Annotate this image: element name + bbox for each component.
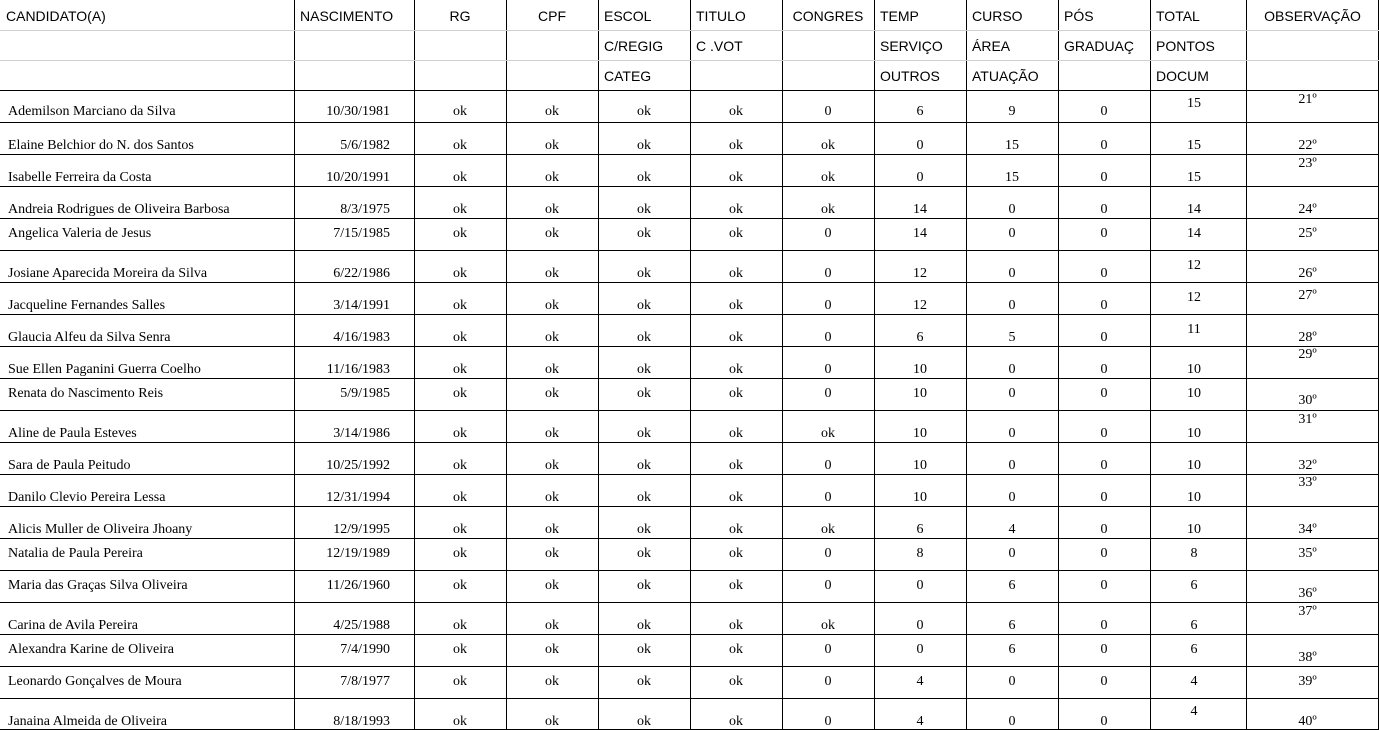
candidate-name-cell[interactable]: Renata do Nascimento Reis: [8, 386, 164, 401]
table-cell-pos[interactable]: 0: [1100, 426, 1108, 441]
table-cell-titulo[interactable]: ok: [729, 426, 743, 441]
header-cell-congres[interactable]: CONGRES: [792, 8, 864, 24]
table-cell-congres[interactable]: ok: [821, 202, 835, 217]
table-cell-total[interactable]: 10: [1187, 522, 1201, 537]
table-cell-titulo[interactable]: ok: [729, 490, 743, 505]
table-cell-temp[interactable]: 8: [916, 546, 924, 561]
table-cell-pos[interactable]: 0: [1100, 330, 1108, 345]
candidate-name-cell[interactable]: Angelica Valeria de Jesus: [8, 226, 152, 241]
table-cell-pos[interactable]: 0: [1100, 674, 1108, 689]
table-cell-pos[interactable]: 0: [1100, 386, 1108, 401]
table-cell-titulo[interactable]: ok: [729, 674, 743, 689]
table-cell-pos[interactable]: 0: [1100, 138, 1108, 153]
candidate-name-cell[interactable]: Ademilson Marciano da Silva: [8, 104, 176, 119]
table-cell-pos[interactable]: 0: [1100, 104, 1108, 119]
candidate-name-cell[interactable]: Sue Ellen Paganini Guerra Coelho: [8, 362, 201, 377]
table-cell-temp[interactable]: 14: [913, 226, 927, 241]
table-cell-birth[interactable]: 12/31/1994: [326, 490, 390, 505]
table-cell-titulo[interactable]: ok: [729, 362, 743, 377]
table-cell-escol[interactable]: ok: [637, 386, 651, 401]
table-cell-obs[interactable]: 32º: [1298, 458, 1317, 473]
table-cell-congres[interactable]: ok: [821, 618, 835, 633]
table-cell-rg[interactable]: ok: [453, 642, 467, 657]
table-cell-escol[interactable]: ok: [637, 714, 651, 729]
table-cell-titulo[interactable]: ok: [729, 578, 743, 593]
table-cell-titulo[interactable]: ok: [729, 226, 743, 241]
table-cell-temp[interactable]: 12: [913, 266, 927, 281]
table-cell-pos[interactable]: 0: [1100, 226, 1108, 241]
table-cell-total[interactable]: 15: [1187, 96, 1201, 111]
table-cell-titulo[interactable]: ok: [729, 138, 743, 153]
table-cell-curso[interactable]: 0: [1008, 714, 1016, 729]
grid-hline: [0, 378, 1379, 379]
table-cell-total[interactable]: 8: [1190, 546, 1198, 561]
table-cell-cpf[interactable]: ok: [545, 642, 559, 657]
table-cell-curso[interactable]: 0: [1008, 546, 1016, 561]
table-cell-rg[interactable]: ok: [453, 674, 467, 689]
grid-hline: [0, 506, 1379, 507]
table-cell-total[interactable]: 6: [1190, 642, 1198, 657]
table-cell-congres[interactable]: ok: [821, 522, 835, 537]
grid-hline: [0, 122, 1379, 123]
table-cell-congres[interactable]: 0: [824, 330, 832, 345]
table-cell-temp[interactable]: 0: [916, 170, 924, 185]
table-cell-obs[interactable]: 38º: [1298, 650, 1317, 665]
table-cell-total[interactable]: 14: [1187, 226, 1201, 241]
table-cell-pos[interactable]: 0: [1100, 298, 1108, 313]
table-cell-rg[interactable]: ok: [453, 104, 467, 119]
table-cell-escol[interactable]: ok: [637, 618, 651, 633]
grid-hline: [0, 346, 1379, 347]
table-cell-curso[interactable]: 0: [1008, 490, 1016, 505]
table-cell-pos[interactable]: 0: [1100, 618, 1108, 633]
grid-hline: [0, 442, 1379, 443]
table-cell-cpf[interactable]: ok: [545, 330, 559, 345]
table-cell-obs[interactable]: 30º: [1298, 393, 1317, 408]
table-cell-total[interactable]: 10: [1187, 458, 1201, 473]
table-cell-obs[interactable]: 26º: [1298, 266, 1317, 281]
table-cell-obs[interactable]: 35º: [1298, 546, 1317, 561]
table-cell-curso[interactable]: 15: [1005, 138, 1019, 153]
table-cell-obs[interactable]: 36º: [1298, 586, 1317, 601]
header-cell-curso[interactable]: ÁREA: [972, 38, 1011, 54]
table-cell-birth[interactable]: 8/3/1975: [340, 202, 390, 217]
table-cell-rg[interactable]: ok: [453, 426, 467, 441]
candidate-name-cell[interactable]: Elaine Belchior do N. dos Santos: [8, 138, 194, 153]
table-cell-escol[interactable]: ok: [637, 426, 651, 441]
table-cell-rg[interactable]: ok: [453, 546, 467, 561]
table-cell-escol[interactable]: ok: [637, 674, 651, 689]
header-cell-total[interactable]: PONTOS: [1156, 38, 1215, 54]
table-cell-curso[interactable]: 0: [1008, 226, 1016, 241]
candidate-name-cell[interactable]: Andreia Rodrigues de Oliveira Barbosa: [8, 202, 230, 217]
table-cell-curso[interactable]: 0: [1008, 362, 1016, 377]
header-cell-total[interactable]: DOCUM: [1156, 68, 1209, 84]
table-cell-temp[interactable]: 10: [913, 386, 927, 401]
table-cell-total[interactable]: 12: [1187, 258, 1201, 273]
table-cell-rg[interactable]: ok: [453, 266, 467, 281]
table-cell-congres[interactable]: 0: [824, 674, 832, 689]
grid-hline: [0, 30, 1379, 31]
header-cell-total[interactable]: TOTAL: [1156, 8, 1200, 24]
table-cell-escol[interactable]: ok: [637, 578, 651, 593]
table-cell-birth[interactable]: 10/25/1992: [326, 458, 390, 473]
table-cell-temp[interactable]: 0: [916, 138, 924, 153]
header-cell-candidato[interactable]: CANDIDATO(A): [6, 8, 106, 24]
table-cell-pos[interactable]: 0: [1100, 578, 1108, 593]
table-cell-obs[interactable]: 31º: [1298, 412, 1317, 427]
grid-hline: [0, 60, 1379, 61]
table-cell-escol[interactable]: ok: [637, 298, 651, 313]
table-cell-pos[interactable]: 0: [1100, 714, 1108, 729]
table-cell-rg[interactable]: ok: [453, 714, 467, 729]
table-cell-congres[interactable]: 0: [824, 490, 832, 505]
table-cell-obs[interactable]: 40º: [1298, 714, 1317, 729]
table-cell-temp[interactable]: 6: [916, 104, 924, 119]
table-cell-congres[interactable]: 0: [824, 642, 832, 657]
table-cell-titulo[interactable]: ok: [729, 170, 743, 185]
table-cell-curso[interactable]: 5: [1008, 330, 1016, 345]
candidate-name-cell[interactable]: Aline de Paula Esteves: [8, 426, 137, 441]
table-cell-cpf[interactable]: ok: [545, 298, 559, 313]
table-cell-total[interactable]: 6: [1190, 578, 1198, 593]
table-cell-congres[interactable]: 0: [824, 578, 832, 593]
grid-hline: [0, 698, 1379, 699]
table-cell-birth[interactable]: 11/26/1960: [326, 578, 390, 593]
header-cell-temp[interactable]: TEMP: [880, 8, 919, 24]
table-cell-curso[interactable]: 6: [1008, 642, 1016, 657]
grid-hline: [0, 538, 1379, 539]
table-cell-congres[interactable]: 0: [824, 226, 832, 241]
table-cell-escol[interactable]: ok: [637, 362, 651, 377]
candidate-name-cell[interactable]: Leonardo Gonçalves de Moura: [8, 674, 182, 689]
table-cell-total[interactable]: 10: [1187, 426, 1201, 441]
header-cell-escol[interactable]: ESCOL: [604, 8, 652, 24]
grid-hline: [0, 90, 1379, 91]
table-cell-titulo[interactable]: ok: [729, 330, 743, 345]
table-cell-escol[interactable]: ok: [637, 170, 651, 185]
grid-hline: [0, 602, 1379, 603]
grid-hline: [0, 410, 1379, 411]
header-cell-nascimento[interactable]: NASCIMENTO: [300, 8, 394, 24]
header-cell-cpf[interactable]: CPF: [538, 8, 566, 24]
table-cell-birth[interactable]: 5/6/1982: [340, 138, 390, 153]
header-cell-pos[interactable]: GRADUAÇ: [1064, 38, 1135, 54]
table-cell-total[interactable]: 4: [1190, 674, 1198, 689]
table-cell-pos[interactable]: 0: [1100, 458, 1108, 473]
table-cell-congres[interactable]: 0: [824, 266, 832, 281]
table-cell-congres[interactable]: 0: [824, 546, 832, 561]
header-cell-escol[interactable]: CATEG: [604, 68, 652, 84]
grid-vline: [1246, 0, 1247, 730]
table-cell-total[interactable]: 15: [1187, 170, 1201, 185]
table-cell-obs[interactable]: 39º: [1298, 674, 1317, 689]
table-cell-curso[interactable]: 9: [1008, 104, 1016, 119]
table-cell-titulo[interactable]: ok: [729, 104, 743, 119]
table-cell-temp[interactable]: 0: [916, 618, 924, 633]
table-cell-temp[interactable]: 0: [916, 578, 924, 593]
table-cell-curso[interactable]: 0: [1008, 202, 1016, 217]
header-cell-titulo[interactable]: TITULO: [696, 8, 746, 24]
table-cell-rg[interactable]: ok: [453, 226, 467, 241]
table-cell-rg[interactable]: ok: [453, 362, 467, 377]
table-cell-cpf[interactable]: ok: [545, 618, 559, 633]
candidate-name-cell[interactable]: Sara de Paula Peitudo: [8, 458, 131, 473]
table-cell-obs[interactable]: 29º: [1298, 347, 1317, 362]
table-cell-congres[interactable]: ok: [821, 138, 835, 153]
header-cell-obs[interactable]: OBSERVAÇÃO: [1264, 8, 1361, 24]
table-cell-cpf[interactable]: ok: [545, 386, 559, 401]
table-cell-birth[interactable]: 10/20/1991: [326, 170, 390, 185]
table-cell-titulo[interactable]: ok: [729, 266, 743, 281]
table-cell-titulo[interactable]: ok: [729, 522, 743, 537]
table-cell-birth[interactable]: 12/19/1989: [326, 546, 390, 561]
table-cell-cpf[interactable]: ok: [545, 104, 559, 119]
table-cell-curso[interactable]: 0: [1008, 386, 1016, 401]
table-cell-total[interactable]: 12: [1187, 290, 1201, 305]
table-cell-cpf[interactable]: ok: [545, 674, 559, 689]
table-cell-obs[interactable]: 27º: [1298, 288, 1317, 303]
table-cell-birth[interactable]: 7/4/1990: [340, 642, 390, 657]
table-cell-titulo[interactable]: ok: [729, 458, 743, 473]
candidate-name-cell[interactable]: Carina de Avila Pereira: [8, 618, 138, 633]
table-cell-escol[interactable]: ok: [637, 330, 651, 345]
candidate-name-cell[interactable]: Alicis Muller de Oliveira Jhoany: [8, 522, 193, 537]
table-cell-escol[interactable]: ok: [637, 226, 651, 241]
table-cell-escol[interactable]: ok: [637, 490, 651, 505]
table-cell-total[interactable]: 14: [1187, 202, 1201, 217]
grid-hline: [0, 314, 1379, 315]
header-cell-rg[interactable]: RG: [449, 8, 471, 24]
table-cell-birth[interactable]: 5/9/1985: [340, 386, 390, 401]
candidate-name-cell[interactable]: Danilo Clevio Pereira Lessa: [8, 490, 166, 505]
table-cell-escol[interactable]: ok: [637, 104, 651, 119]
table-cell-total[interactable]: 10: [1187, 490, 1201, 505]
table-cell-pos[interactable]: 0: [1100, 266, 1108, 281]
table-cell-pos[interactable]: 0: [1100, 546, 1108, 561]
table-cell-cpf[interactable]: ok: [545, 546, 559, 561]
table-cell-cpf[interactable]: ok: [545, 138, 559, 153]
table-cell-birth[interactable]: 8/18/1993: [333, 714, 390, 729]
grid-hline: [0, 186, 1379, 187]
table-cell-temp[interactable]: 10: [913, 490, 927, 505]
table-cell-temp[interactable]: 12: [913, 298, 927, 313]
header-cell-temp[interactable]: OUTROS: [880, 68, 940, 84]
table-cell-temp[interactable]: 10: [913, 362, 927, 377]
table-cell-titulo[interactable]: ok: [729, 546, 743, 561]
grid-hline: [0, 218, 1379, 219]
header-cell-pos[interactable]: PÓS: [1064, 8, 1094, 24]
table-cell-obs[interactable]: 23º: [1298, 156, 1317, 171]
table-cell-titulo[interactable]: ok: [729, 714, 743, 729]
table-cell-temp[interactable]: 14: [913, 202, 927, 217]
table-cell-escol[interactable]: ok: [637, 642, 651, 657]
grid-hline: [0, 282, 1379, 283]
table-cell-obs[interactable]: 33º: [1298, 475, 1317, 490]
table-cell-obs[interactable]: 25º: [1298, 226, 1317, 241]
candidate-name-cell[interactable]: Josiane Aparecida Moreira da Silva: [8, 266, 208, 281]
table-cell-pos[interactable]: 0: [1100, 202, 1108, 217]
header-cell-curso[interactable]: CURSO: [972, 8, 1023, 24]
table-cell-pos[interactable]: 0: [1100, 362, 1108, 377]
table-cell-rg[interactable]: ok: [453, 170, 467, 185]
table-cell-curso[interactable]: 0: [1008, 266, 1016, 281]
table-cell-escol[interactable]: ok: [637, 266, 651, 281]
table-cell-curso[interactable]: 0: [1008, 298, 1016, 313]
table-cell-rg[interactable]: ok: [453, 522, 467, 537]
table-cell-titulo[interactable]: ok: [729, 386, 743, 401]
table-cell-pos[interactable]: 0: [1100, 522, 1108, 537]
table-cell-curso[interactable]: 0: [1008, 458, 1016, 473]
table-cell-rg[interactable]: ok: [453, 330, 467, 345]
table-cell-birth[interactable]: 3/14/1986: [333, 426, 390, 441]
table-cell-titulo[interactable]: ok: [729, 618, 743, 633]
table-cell-rg[interactable]: ok: [453, 298, 467, 313]
candidate-name-cell[interactable]: Alexandra Karine de Oliveira: [8, 642, 174, 657]
table-cell-birth[interactable]: 11/16/1983: [326, 362, 390, 377]
table-cell-birth[interactable]: 7/15/1985: [333, 226, 390, 241]
grid-hline: [0, 154, 1379, 155]
table-cell-cpf[interactable]: ok: [545, 522, 559, 537]
table-cell-cpf[interactable]: ok: [545, 202, 559, 217]
table-cell-temp[interactable]: 4: [916, 714, 924, 729]
table-cell-congres[interactable]: 0: [824, 386, 832, 401]
table-cell-obs[interactable]: 21º: [1298, 92, 1317, 107]
table-cell-congres[interactable]: ok: [821, 426, 835, 441]
table-cell-escol[interactable]: ok: [637, 458, 651, 473]
table-cell-total[interactable]: 10: [1187, 386, 1201, 401]
table-cell-rg[interactable]: ok: [453, 618, 467, 633]
candidate-name-cell[interactable]: Jacqueline Fernandes Salles: [8, 298, 166, 313]
table-cell-total[interactable]: 15: [1187, 138, 1201, 153]
table-cell-obs[interactable]: 28º: [1298, 330, 1317, 345]
candidate-name-cell[interactable]: Glaucia Alfeu da Silva Senra: [8, 330, 171, 345]
table-cell-cpf[interactable]: ok: [545, 458, 559, 473]
table-cell-congres[interactable]: 0: [824, 298, 832, 313]
table-cell-total[interactable]: 11: [1187, 322, 1201, 337]
table-cell-pos[interactable]: 0: [1100, 642, 1108, 657]
table-cell-birth[interactable]: 6/22/1986: [333, 266, 390, 281]
table-cell-cpf[interactable]: ok: [545, 490, 559, 505]
table-cell-cpf[interactable]: ok: [545, 362, 559, 377]
table-cell-obs[interactable]: 24º: [1298, 202, 1317, 217]
table-cell-titulo[interactable]: ok: [729, 202, 743, 217]
table-cell-temp[interactable]: 6: [916, 522, 924, 537]
table-cell-total[interactable]: 6: [1190, 618, 1198, 633]
table-cell-rg[interactable]: ok: [453, 386, 467, 401]
table-cell-titulo[interactable]: ok: [729, 298, 743, 313]
table-cell-rg[interactable]: ok: [453, 458, 467, 473]
table-cell-total[interactable]: 4: [1190, 704, 1198, 719]
header-cell-temp[interactable]: SERVIÇO: [880, 38, 943, 54]
grid-hline: [0, 634, 1379, 635]
header-cell-curso[interactable]: ATUAÇÃO: [972, 68, 1039, 84]
table-cell-cpf[interactable]: ok: [545, 170, 559, 185]
header-cell-titulo[interactable]: C .VOT: [696, 38, 743, 54]
table-cell-escol[interactable]: ok: [637, 546, 651, 561]
table-cell-congres[interactable]: 0: [824, 362, 832, 377]
table-cell-curso[interactable]: 6: [1008, 578, 1016, 593]
table-cell-obs[interactable]: 34º: [1298, 522, 1317, 537]
grid-hline: [0, 250, 1379, 251]
table-cell-cpf[interactable]: ok: [545, 714, 559, 729]
table-cell-temp[interactable]: 10: [913, 458, 927, 473]
table-cell-curso[interactable]: 15: [1005, 170, 1019, 185]
table-cell-cpf[interactable]: ok: [545, 426, 559, 441]
table-cell-cpf[interactable]: ok: [545, 226, 559, 241]
table-cell-birth[interactable]: 4/16/1983: [333, 330, 390, 345]
table-cell-temp[interactable]: 10: [913, 426, 927, 441]
table-cell-pos[interactable]: 0: [1100, 170, 1108, 185]
header-cell-escol[interactable]: C/REGIG: [604, 38, 664, 54]
table-cell-birth[interactable]: 12/9/1995: [333, 522, 390, 537]
table-cell-obs[interactable]: 37º: [1298, 604, 1317, 619]
table-cell-temp[interactable]: 0: [916, 642, 924, 657]
table-cell-escol[interactable]: ok: [637, 202, 651, 217]
table-cell-temp[interactable]: 4: [916, 674, 924, 689]
grid-hline: [0, 474, 1379, 475]
table-cell-birth[interactable]: 3/14/1991: [333, 298, 390, 313]
table-cell-curso[interactable]: 6: [1008, 618, 1016, 633]
table-cell-birth[interactable]: 10/30/1981: [326, 104, 390, 119]
grid-hline: [0, 666, 1379, 667]
table-cell-congres[interactable]: ok: [821, 170, 835, 185]
candidate-name-cell[interactable]: Natalia de Paula Pereira: [8, 546, 143, 561]
table-cell-rg[interactable]: ok: [453, 138, 467, 153]
table-cell-birth[interactable]: 4/25/1988: [333, 618, 390, 633]
table-cell-escol[interactable]: ok: [637, 522, 651, 537]
candidate-name-cell[interactable]: Maria das Graças Silva Oliveira: [8, 578, 188, 593]
table-cell-rg[interactable]: ok: [453, 578, 467, 593]
table-cell-cpf[interactable]: ok: [545, 578, 559, 593]
table-cell-pos[interactable]: 0: [1100, 490, 1108, 505]
table-cell-rg[interactable]: ok: [453, 490, 467, 505]
candidate-name-cell[interactable]: Isabelle Ferreira da Costa: [8, 170, 152, 185]
table-cell-temp[interactable]: 6: [916, 330, 924, 345]
table-cell-congres[interactable]: 0: [824, 104, 832, 119]
table-cell-curso[interactable]: 4: [1008, 522, 1016, 537]
grid-hline: [0, 570, 1379, 571]
table-cell-cpf[interactable]: ok: [545, 266, 559, 281]
table-cell-escol[interactable]: ok: [637, 138, 651, 153]
candidate-name-cell[interactable]: Janaina Almeida de Oliveira: [8, 714, 167, 729]
table-cell-curso[interactable]: 0: [1008, 426, 1016, 441]
table-cell-curso[interactable]: 0: [1008, 674, 1016, 689]
table-cell-titulo[interactable]: ok: [729, 642, 743, 657]
table-cell-rg[interactable]: ok: [453, 202, 467, 217]
table-cell-congres[interactable]: 0: [824, 714, 832, 729]
table-cell-birth[interactable]: 7/8/1977: [340, 674, 390, 689]
table-cell-obs[interactable]: 22º: [1298, 138, 1317, 153]
table-cell-total[interactable]: 10: [1187, 362, 1201, 377]
table-cell-congres[interactable]: 0: [824, 458, 832, 473]
